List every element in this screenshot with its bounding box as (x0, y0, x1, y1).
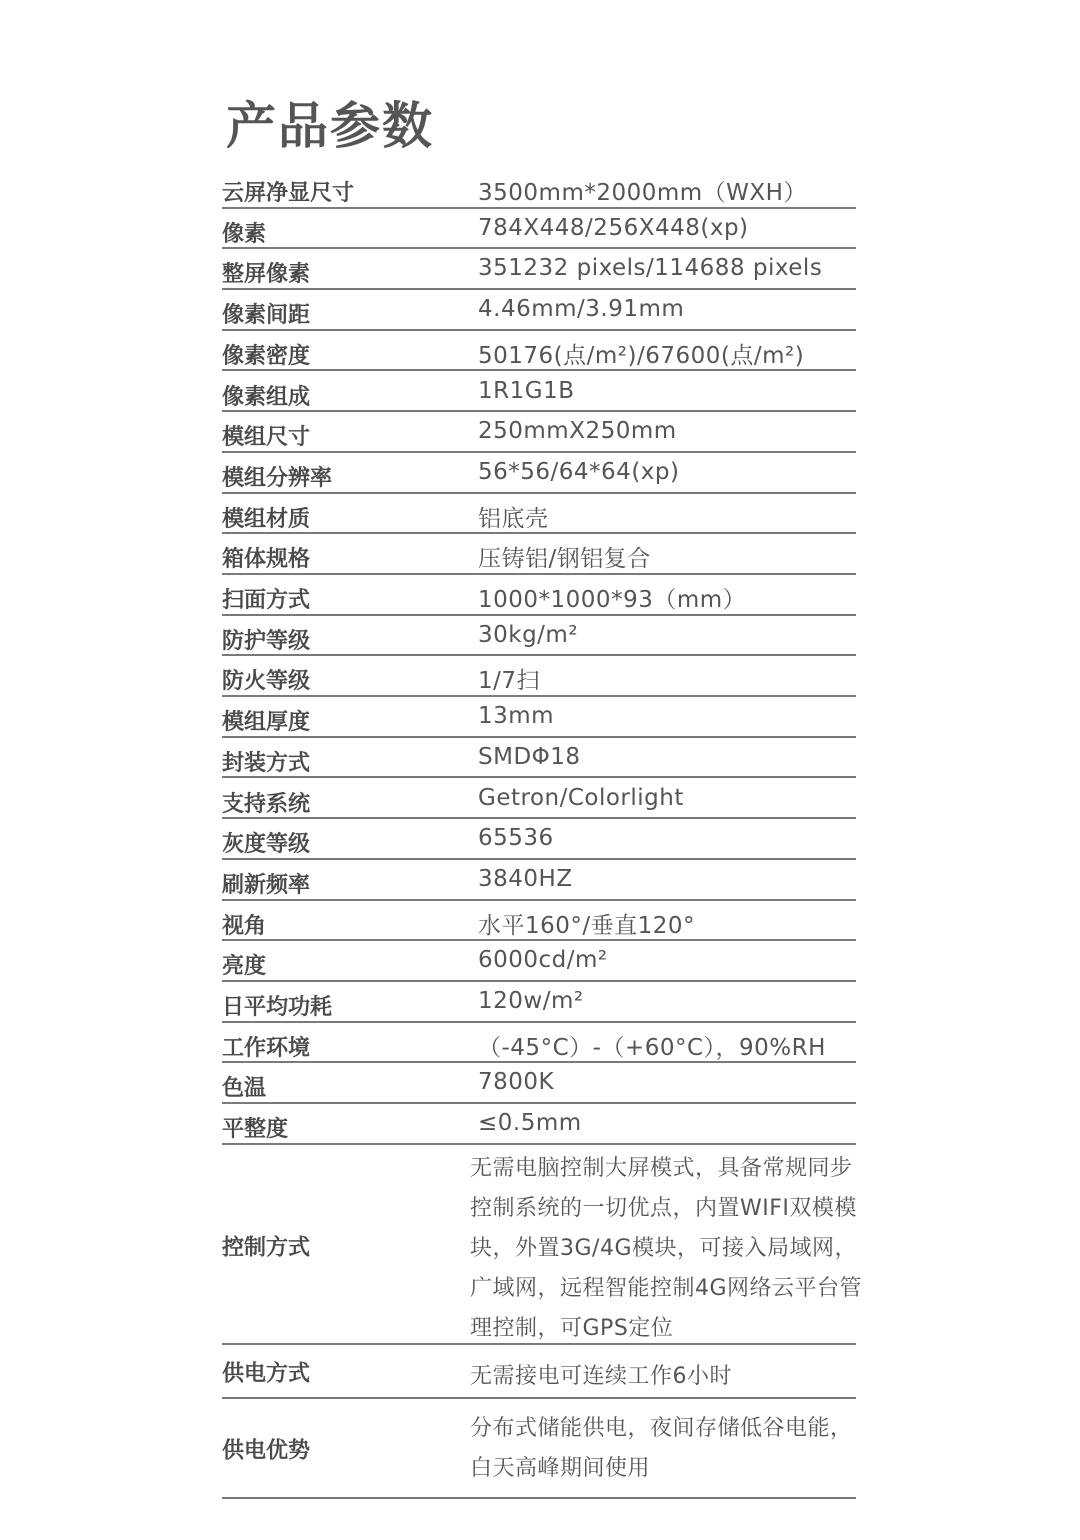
spec-label: 模组材质 (222, 506, 311, 532)
spec-value: ≤0.5mm (478, 1110, 582, 1137)
spec-row (222, 575, 856, 616)
spec-row (222, 982, 856, 1023)
spec-row (222, 697, 856, 738)
spec-label: 日平均功耗 (222, 995, 333, 1020)
spec-value: 3500mm*2000mm（WXH） (478, 180, 807, 206)
spec-label: 封装方式 (222, 750, 311, 776)
spec-label: 供电方式 (222, 1361, 311, 1387)
spec-row (222, 412, 856, 453)
spec-row (222, 209, 856, 250)
spec-value: 65536 (478, 825, 554, 852)
spec-row (222, 819, 856, 860)
spec-value: 351232 pixels/114688 pixels (478, 255, 823, 282)
spec-label: 支持系统 (222, 791, 311, 817)
spec-row (222, 616, 856, 657)
spec-value: 水平160°/垂直120° (478, 912, 696, 939)
spec-row (222, 738, 856, 779)
spec-value: 56*56/64*64(xp) (478, 458, 680, 485)
spec-row (222, 372, 856, 413)
spec-label: 模组尺寸 (222, 425, 311, 451)
spec-value: 1R1G1B (478, 377, 575, 404)
page-title: 产品参数 (226, 97, 434, 155)
spec-value: 铝底壳 (478, 505, 549, 532)
spec-value: 784X448/256X448(xp) (478, 214, 749, 241)
spec-label: 灰度等级 (222, 832, 311, 858)
spec-row (222, 1401, 856, 1499)
spec-label: 像素 (222, 221, 267, 247)
spec-value: 13mm (478, 703, 555, 730)
spec-label: 整屏像素 (222, 262, 311, 288)
spec-label: 模组厚度 (222, 710, 311, 736)
spec-label: 亮度 (222, 954, 267, 980)
spec-value: 压铸铝/钢铝复合 (478, 546, 651, 573)
spec-label: 供电优势 (222, 1438, 311, 1464)
spec-value: 1/7扫 (478, 668, 541, 695)
spec-value: 6000cd/m² (478, 947, 608, 974)
spec-row (222, 494, 856, 535)
spec-value: 250mmX250mm (478, 418, 677, 445)
spec-label: 像素组成 (222, 384, 311, 410)
spec-label: 扫面方式 (222, 588, 311, 613)
spec-row (222, 1023, 856, 1064)
spec-value: 无需电脑控制大屏模式，具备常规同步控制系统的一切优点，内置WIFI双模模块，外置3G/4G模块，可接入局域网，广域网，远程智能控制4G网络云平台管理控制，可GPS定位 (470, 1156, 863, 1341)
spec-value: 分布式储能供电，夜间存储低谷电能，白天高峰期间使用 (470, 1416, 853, 1481)
spec-value: 120w/m² (478, 988, 584, 1014)
spec-row (222, 860, 856, 901)
spec-label: 防护等级 (222, 628, 311, 654)
spec-row (222, 249, 856, 290)
spec-row (222, 1104, 856, 1145)
spec-row (222, 168, 856, 209)
spec-label: 像素间距 (222, 303, 311, 329)
spec-value: 7800K (478, 1069, 555, 1096)
spec-label: 模组分辨率 (222, 465, 333, 491)
spec-label: 色温 (222, 1076, 267, 1102)
spec-row (222, 779, 856, 820)
spec-value: 4.46mm/3.91mm (478, 296, 685, 323)
spec-value: Getron/Colorlight (478, 784, 684, 811)
spec-label: 控制方式 (222, 1235, 311, 1261)
spec-row (222, 656, 856, 697)
spec-label: 视角 (222, 913, 267, 939)
spec-row (222, 331, 856, 372)
spec-row (222, 453, 856, 494)
spec-label: 防火等级 (222, 669, 311, 695)
spec-row (222, 534, 856, 575)
spec-row (222, 1347, 856, 1399)
spec-row (222, 1063, 856, 1104)
spec-value: 无需接电可连续工作6小时 (470, 1364, 732, 1389)
spec-label: 工作环境 (222, 1035, 311, 1061)
spec-value: 50176(点/m²)/67600(点/m²) (478, 342, 805, 369)
spec-label: 箱体规格 (222, 547, 311, 573)
spec-row (222, 290, 856, 331)
spec-row (222, 901, 856, 942)
spec-value: （-45°C）-（+60°C），90%RH (478, 1034, 826, 1061)
spec-value: 3840HZ (478, 865, 573, 892)
spec-row (222, 941, 856, 982)
spec-value: SMDΦ18 (478, 743, 581, 770)
spec-value: 30kg/m² (478, 621, 579, 648)
spec-label: 平整度 (222, 1117, 289, 1143)
spec-label: 像素密度 (222, 343, 311, 369)
spec-value: 1000*1000*93（mm） (478, 587, 747, 613)
spec-row (222, 1149, 863, 1345)
spec-label: 云屏净显尺寸 (222, 181, 355, 206)
spec-label: 刷新频率 (222, 872, 311, 898)
